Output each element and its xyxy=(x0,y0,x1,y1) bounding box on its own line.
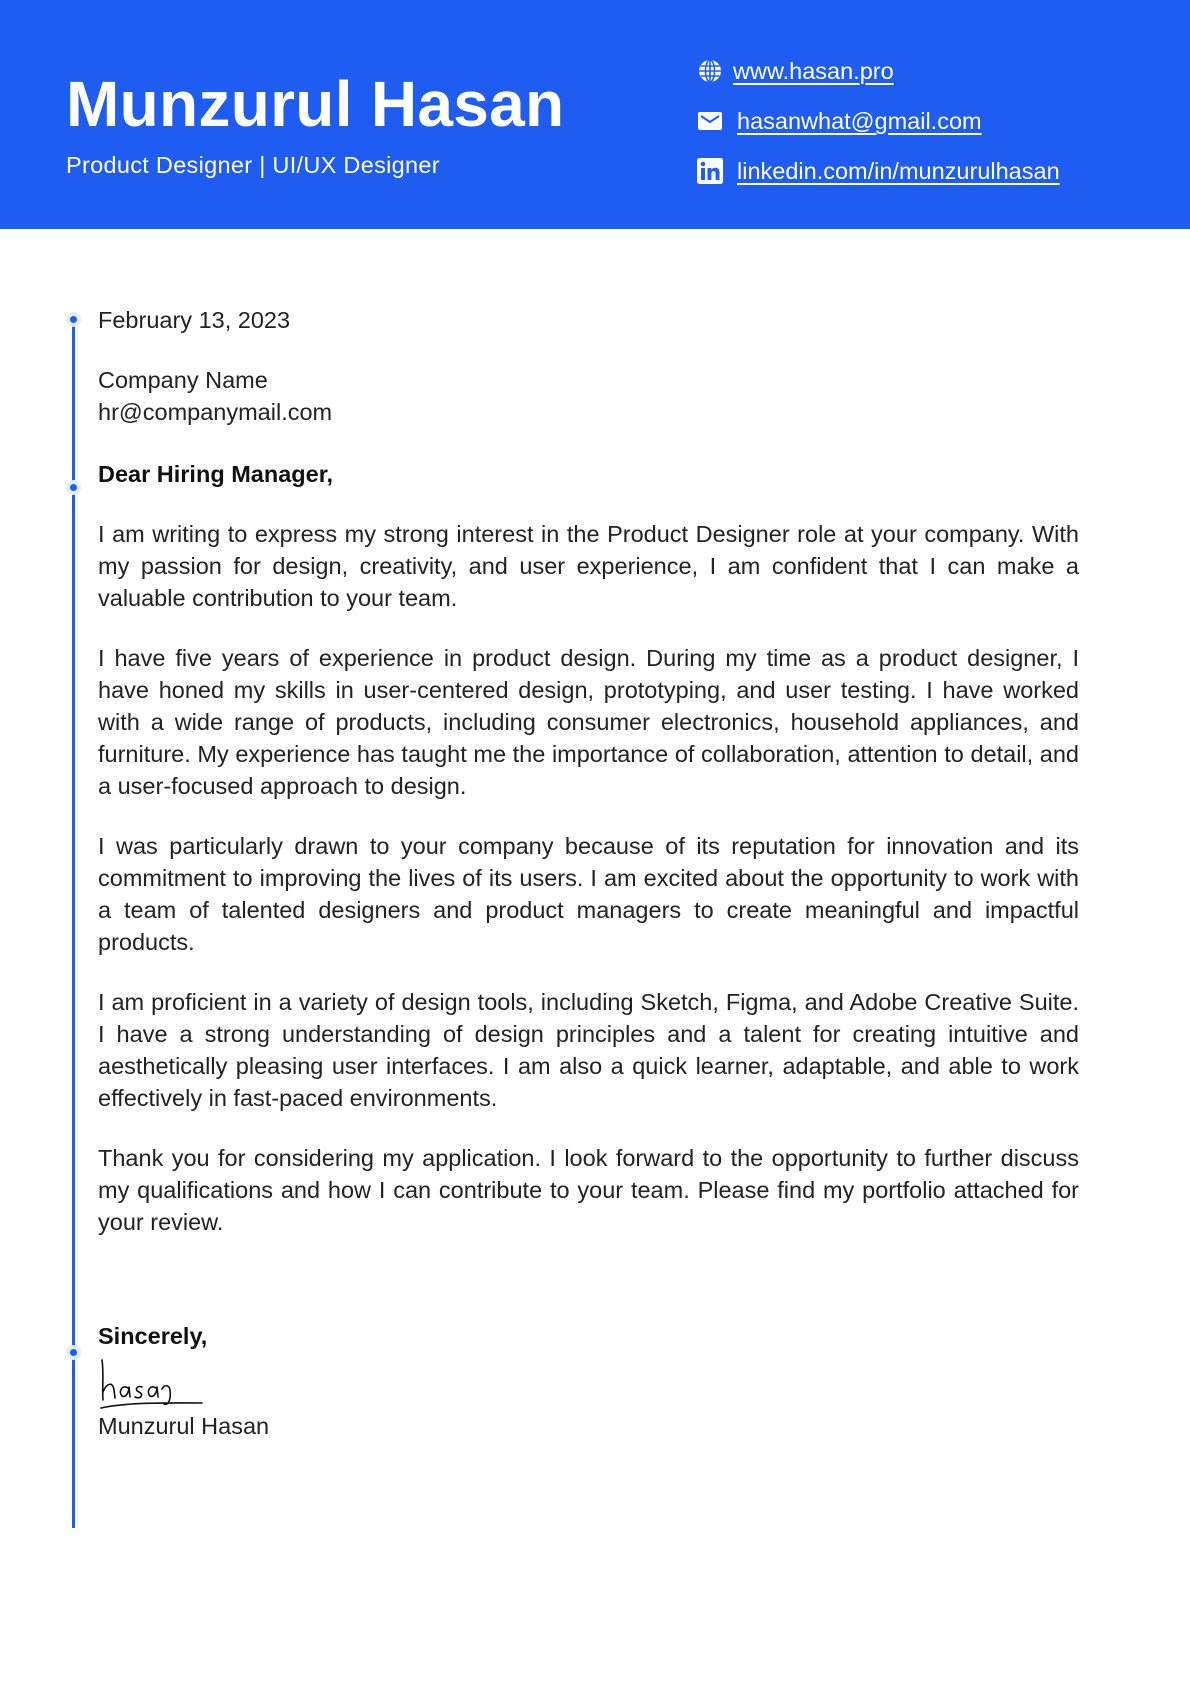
paragraph-experience: I have five years of experience in product design. During my time as a product designer, I have honed my skills in user-centered design, prototyping, and user testing. I have worked with a wide range of products, including consumer electronics, household appliances, and furniture. My experience has taught me the importance of collaboration, attention to detail, and a user-focused approach to design. xyxy=(98,645,1079,799)
linkedin-icon xyxy=(697,158,723,184)
contact-website xyxy=(697,46,1060,96)
contact-list xyxy=(697,46,1060,196)
paragraph-motivation: I was particularly drawn to your company because of its reputation for innovation and its commitment to improving the lives of its users. I am excited about the opportunity to work with a team of talented designers and product managers to create meaningful and impactful products. xyxy=(98,833,1079,955)
recipient-email: hr@companymail.com xyxy=(98,399,333,425)
closing: Sincerely, xyxy=(98,1323,208,1349)
greeting: Dear Hiring Manager, xyxy=(98,461,334,487)
paragraph-intro: I am writing to express my strong interest in the Product Designer role at your company. With my passion for design, creativity, and user experience, I am confident that I can make a valuable contribution to your team. xyxy=(98,521,1079,611)
contact-email xyxy=(697,96,1060,146)
mail-icon xyxy=(697,108,723,134)
globe-icon xyxy=(697,58,723,84)
paragraph-thanks: Thank you for considering my application. I look forward to the opportunity to further discuss my qualifications and how I can contribute to your team. Please find my portfolio attached for your review. xyxy=(98,1145,1079,1235)
applicant-name: Munzurul Hasan xyxy=(66,68,565,140)
timeline-dot-greeting xyxy=(66,480,81,495)
timeline-dot-closing xyxy=(66,1345,81,1360)
paragraph-skills: I am proficient in a variety of design tools, including Sketch, Figma, and Adobe Creative Suite. I have a strong understanding of design principles and a talent for creating intuitive and aesthetically pleasing user interfaces. I am also a quick learner, adaptable, and able to work effectively in fast-paced environments. xyxy=(98,989,1079,1111)
letter-body xyxy=(98,304,1079,1442)
header-banner xyxy=(0,0,1190,229)
letter-date: February 13, 2023 xyxy=(98,307,291,333)
applicant-title: Product Designer | UI/UX Designer xyxy=(66,152,440,178)
contact-linkedin xyxy=(697,146,1060,196)
signer-name: Munzurul Hasan xyxy=(98,1413,270,1439)
website-link[interactable]: www.hasan.pro xyxy=(733,58,894,84)
recipient-company: Company Name xyxy=(98,367,268,393)
recipient-block xyxy=(98,364,1079,428)
signature xyxy=(98,1354,1079,1414)
signature-scribble xyxy=(98,1354,208,1414)
email-link[interactable]: hasanwhat@gmail.com xyxy=(737,108,982,134)
linkedin-link[interactable]: linkedin.com/in/munzurulhasan xyxy=(737,158,1060,184)
timeline-dot-date xyxy=(66,312,81,327)
